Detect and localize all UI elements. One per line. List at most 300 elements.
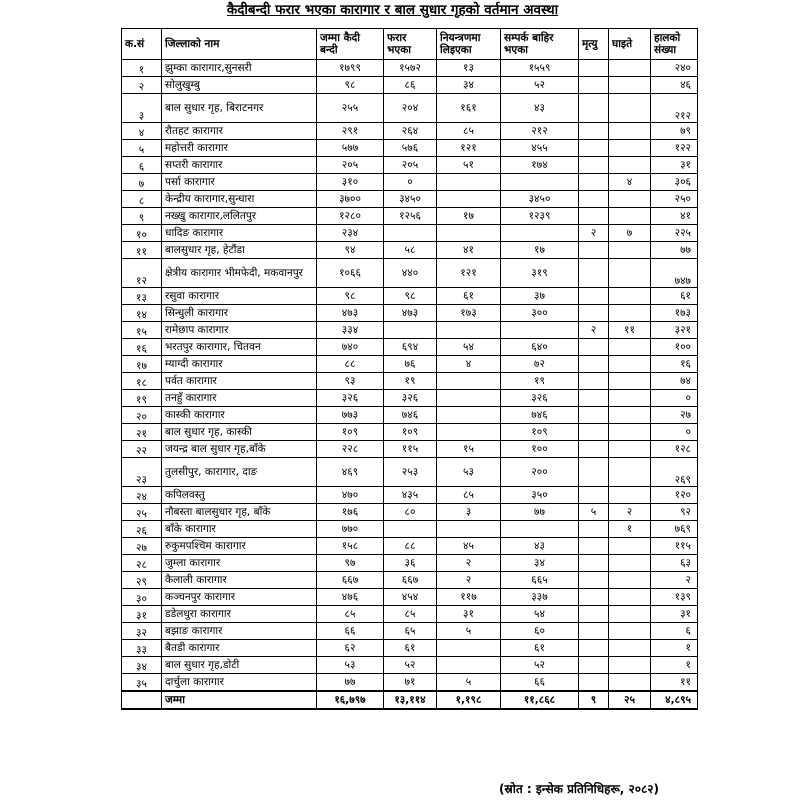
cell-current: १२८ — [651, 441, 698, 458]
cell-current: १ — [651, 640, 698, 657]
table-row — [122, 589, 698, 606]
cell-name: नौबस्ता बालसुधार गृह, बाँके — [162, 504, 317, 521]
table-row — [122, 208, 698, 225]
cell-out-of-contact: ३४५० — [501, 191, 579, 208]
cell-total: १०६६ — [317, 259, 384, 288]
cell-injured: ११ — [609, 322, 651, 339]
cell-sn: ३० — [122, 589, 162, 606]
cell-total: १२८० — [317, 208, 384, 225]
cell-name: बाँके कारागार — [162, 521, 317, 538]
cell-total: ९८ — [317, 77, 384, 94]
table-row — [122, 623, 698, 640]
page-title: कैदीबन्दी फरार भएका कारागार र बाल सुधार गृहको वर्तमान अवस्था — [226, 2, 559, 18]
cell-deaths — [579, 458, 609, 487]
cell-sn: ९ — [122, 208, 162, 225]
cell-current: २२५ — [651, 225, 698, 242]
table-row — [122, 441, 698, 458]
cell-injured — [609, 339, 651, 356]
cell-deaths — [579, 390, 609, 407]
cell-sn: २२ — [122, 441, 162, 458]
cell-controlled — [437, 322, 501, 339]
cell-controlled: १२१ — [437, 140, 501, 157]
cell-name: झुम्का कारागार,सुनसरी — [162, 60, 317, 77]
cell-escaped: ४७३ — [384, 305, 437, 322]
cell-out-of-contact: ६४० — [501, 339, 579, 356]
cell-sn: ३२ — [122, 623, 162, 640]
cell-name: धादिङ कारागार — [162, 225, 317, 242]
cell-name: जयन्द्र बाल सुधार गृह,बाँके — [162, 441, 317, 458]
table-row — [122, 242, 698, 259]
cell-sn: ३५ — [122, 674, 162, 692]
cell-injured — [609, 589, 651, 606]
cell-out-of-contact: ३४ — [501, 555, 579, 572]
cell-out-of-contact: ६० — [501, 623, 579, 640]
cell-sn: २८ — [122, 555, 162, 572]
cell-current: १७३ — [651, 305, 698, 322]
cell-escaped: ९८ — [384, 288, 437, 305]
cell-current: ० — [651, 424, 698, 441]
cell-deaths — [579, 424, 609, 441]
table-row — [122, 356, 698, 373]
cell-current: १३९ — [651, 589, 698, 606]
cell-controlled: ५ — [437, 674, 501, 692]
cell-current: १०० — [651, 339, 698, 356]
cell-out-of-contact — [501, 322, 579, 339]
cell-injured — [609, 640, 651, 657]
cell-escaped: ६६७ — [384, 572, 437, 589]
cell-escaped: ८५ — [384, 606, 437, 623]
cell-deaths — [579, 373, 609, 390]
table-row — [122, 123, 698, 140]
cell-current: ६ — [651, 623, 698, 640]
cell-escaped: ११५ — [384, 441, 437, 458]
cell-deaths — [579, 77, 609, 94]
cell-controlled: १५ — [437, 441, 501, 458]
cell-total: ६६ — [317, 623, 384, 640]
cell-total: ७७० — [317, 521, 384, 538]
cell-sn: ८ — [122, 191, 162, 208]
cell-escaped — [384, 225, 437, 242]
cell-current: १२० — [651, 487, 698, 504]
cell-out-of-contact: १०० — [501, 441, 579, 458]
cell-injured — [609, 373, 651, 390]
header-current: हालको संख्या — [651, 29, 698, 60]
cell-escaped: २०५ — [384, 157, 437, 174]
table-row — [122, 140, 698, 157]
cell-name: बैतडी कारागार — [162, 640, 317, 657]
cell-deaths — [579, 305, 609, 322]
table-row — [122, 94, 698, 123]
cell-controlled: ३१ — [437, 606, 501, 623]
cell-name: बाल सुधार गृह,डोटी — [162, 657, 317, 674]
cell-name: क्षेत्रीय कारागार भीमफेदी, मकवानपुर — [162, 259, 317, 288]
cell-current: ७७ — [651, 242, 698, 259]
cell-out-of-contact: ३१९ — [501, 259, 579, 288]
table-row — [122, 424, 698, 441]
cell-escaped: ६९४ — [384, 339, 437, 356]
cell-total: ७७ — [317, 674, 384, 692]
header-out-of-contact: सम्पर्क बाहिर भएका — [501, 29, 579, 60]
cell-total: २३४ — [317, 225, 384, 242]
cell-total: २०५ — [317, 157, 384, 174]
cell-injured: १ — [609, 521, 651, 538]
table-row — [122, 288, 698, 305]
cell-sn: ५ — [122, 140, 162, 157]
table-row — [122, 606, 698, 623]
cell-current: २ — [651, 572, 698, 589]
cell-injured — [609, 242, 651, 259]
cell-escaped: ४४० — [384, 259, 437, 288]
total-injured: २५ — [609, 691, 651, 709]
cell-out-of-contact: ७४६ — [501, 407, 579, 424]
cell-escaped: ४५४ — [384, 589, 437, 606]
cell-out-of-contact: ७७ — [501, 504, 579, 521]
cell-current: ३२१ — [651, 322, 698, 339]
cell-injured: ७ — [609, 225, 651, 242]
cell-current: ७९ — [651, 123, 698, 140]
cell-out-of-contact: ६६ — [501, 674, 579, 692]
cell-sn: ३ — [122, 94, 162, 123]
cell-escaped: ७४६ — [384, 407, 437, 424]
cell-deaths: २ — [579, 322, 609, 339]
header-injured: घाइते — [609, 29, 651, 60]
cell-current: ३०६ — [651, 174, 698, 191]
cell-total: ५३ — [317, 657, 384, 674]
cell-deaths — [579, 640, 609, 657]
cell-current: ७६९ — [651, 521, 698, 538]
cell-controlled: ५३ — [437, 458, 501, 487]
cell-name: जुम्ला कारागार — [162, 555, 317, 572]
cell-total: ८५ — [317, 606, 384, 623]
cell-name: सोलुखुम्बु — [162, 77, 317, 94]
cell-injured — [609, 555, 651, 572]
cell-controlled: २ — [437, 555, 501, 572]
header-sn: क.सं — [122, 29, 162, 60]
cell-current: ३१ — [651, 157, 698, 174]
cell-injured — [609, 288, 651, 305]
cell-deaths — [579, 191, 609, 208]
cell-controlled: ५ — [437, 623, 501, 640]
cell-out-of-contact: ३५० — [501, 487, 579, 504]
cell-out-of-contact: ६१ — [501, 640, 579, 657]
table-row — [122, 191, 698, 208]
table-row — [122, 174, 698, 191]
cell-sn: २० — [122, 407, 162, 424]
cell-out-of-contact: ३३७ — [501, 589, 579, 606]
prison-escape-table — [121, 28, 698, 710]
cell-injured — [609, 657, 651, 674]
cell-injured — [609, 424, 651, 441]
cell-out-of-contact: ४५५ — [501, 140, 579, 157]
cell-total: ९७ — [317, 555, 384, 572]
cell-out-of-contact: ७२ — [501, 356, 579, 373]
table-body — [122, 60, 698, 692]
table-row — [122, 674, 698, 692]
cell-total: १०९ — [317, 424, 384, 441]
cell-name: कपिलवस्तु — [162, 487, 317, 504]
cell-escaped: २०४ — [384, 94, 437, 123]
header-controlled: नियन्त्रणमा लिइएका — [437, 29, 501, 60]
cell-out-of-contact — [501, 174, 579, 191]
table-header-row — [122, 29, 698, 60]
cell-sn: १० — [122, 225, 162, 242]
cell-total: ३७०० — [317, 191, 384, 208]
cell-total: ६६७ — [317, 572, 384, 589]
cell-controlled — [437, 225, 501, 242]
cell-sn: ७ — [122, 174, 162, 191]
total-controlled: १,१९८ — [437, 691, 501, 709]
cell-sn: २३ — [122, 458, 162, 487]
cell-sn: १४ — [122, 305, 162, 322]
cell-escaped: ८८ — [384, 538, 437, 555]
table-row — [122, 458, 698, 487]
cell-total: ३३४ — [317, 322, 384, 339]
table-row — [122, 504, 698, 521]
cell-name: पर्वत कारागार — [162, 373, 317, 390]
total-deaths: ९ — [579, 691, 609, 709]
cell-injured — [609, 94, 651, 123]
cell-deaths: ५ — [579, 504, 609, 521]
cell-sn: १८ — [122, 373, 162, 390]
cell-escaped: २५३ — [384, 458, 437, 487]
cell-out-of-contact — [501, 521, 579, 538]
cell-name: बाल सुधार गृह, कास्की — [162, 424, 317, 441]
cell-injured — [609, 157, 651, 174]
cell-out-of-contact: ६६५ — [501, 572, 579, 589]
cell-name: महोत्तरी कारागार — [162, 140, 317, 157]
cell-total: ४७६ — [317, 589, 384, 606]
cell-controlled: ३४ — [437, 77, 501, 94]
cell-controlled — [437, 521, 501, 538]
cell-injured — [609, 487, 651, 504]
cell-name: रौतहट कारागार — [162, 123, 317, 140]
cell-escaped: १०९ — [384, 424, 437, 441]
cell-controlled: ८५ — [437, 123, 501, 140]
cell-total: १५८ — [317, 538, 384, 555]
cell-controlled — [437, 407, 501, 424]
cell-escaped: ५८ — [384, 242, 437, 259]
cell-deaths: २ — [579, 225, 609, 242]
cell-injured: ४ — [609, 174, 651, 191]
cell-deaths — [579, 208, 609, 225]
cell-escaped: १९ — [384, 373, 437, 390]
cell-out-of-contact: ४३ — [501, 94, 579, 123]
cell-sn: ६ — [122, 157, 162, 174]
total-out-of-contact: ११,८६८ — [501, 691, 579, 709]
cell-deaths — [579, 140, 609, 157]
cell-controlled: ४५ — [437, 538, 501, 555]
header-name: जिल्लाको नाम — [162, 29, 317, 60]
cell-name: तुलसीपुर, कारागार, दाङ — [162, 458, 317, 487]
cell-escaped — [384, 521, 437, 538]
cell-sn: ३४ — [122, 657, 162, 674]
cell-out-of-contact: ५४ — [501, 606, 579, 623]
cell-deaths — [579, 174, 609, 191]
cell-escaped: ८० — [384, 504, 437, 521]
cell-deaths — [579, 288, 609, 305]
cell-deaths — [579, 606, 609, 623]
cell-total: ४६९ — [317, 458, 384, 487]
cell-current: ११ — [651, 674, 698, 692]
cell-out-of-contact: ४३ — [501, 538, 579, 555]
table-row — [122, 157, 698, 174]
cell-sn: ११ — [122, 242, 162, 259]
cell-total: ८८ — [317, 356, 384, 373]
cell-deaths — [579, 339, 609, 356]
cell-controlled: ११७ — [437, 589, 501, 606]
cell-sn: १६ — [122, 339, 162, 356]
table-row — [122, 640, 698, 657]
cell-controlled — [437, 640, 501, 657]
cell-current: ४१ — [651, 208, 698, 225]
cell-injured — [609, 390, 651, 407]
cell-deaths — [579, 441, 609, 458]
cell-total: २५५ — [317, 94, 384, 123]
cell-injured — [609, 208, 651, 225]
cell-injured: २ — [609, 504, 651, 521]
cell-controlled: ४१ — [437, 242, 501, 259]
cell-sn: २४ — [122, 487, 162, 504]
table-row — [122, 521, 698, 538]
cell-controlled — [437, 390, 501, 407]
cell-escaped: १२५६ — [384, 208, 437, 225]
cell-out-of-contact: २०० — [501, 458, 579, 487]
cell-injured — [609, 623, 651, 640]
cell-current: १६ — [651, 356, 698, 373]
cell-name: कञ्चनपुर कारागार — [162, 589, 317, 606]
cell-total: २२८ — [317, 441, 384, 458]
cell-out-of-contact — [501, 225, 579, 242]
cell-current: ३१ — [651, 606, 698, 623]
cell-name: रसुवा कारागार — [162, 288, 317, 305]
cell-sn: १२ — [122, 259, 162, 288]
cell-injured — [609, 674, 651, 692]
cell-sn: २ — [122, 77, 162, 94]
cell-escaped: ३४५० — [384, 191, 437, 208]
cell-controlled: १७ — [437, 208, 501, 225]
cell-total: ४७० — [317, 487, 384, 504]
cell-escaped: ३६ — [384, 555, 437, 572]
cell-total: १७६ — [317, 504, 384, 521]
cell-name: केन्द्रीय कारागार,सुन्धारा — [162, 191, 317, 208]
cell-escaped: १५७२ — [384, 60, 437, 77]
cell-escaped: ५७६ — [384, 140, 437, 157]
cell-out-of-contact: १७ — [501, 242, 579, 259]
cell-name: दार्चुला कारागार — [162, 674, 317, 692]
cell-out-of-contact: ५२ — [501, 657, 579, 674]
cell-escaped: ६५ — [384, 623, 437, 640]
cell-escaped: ८६ — [384, 77, 437, 94]
cell-name: बालसुधार गृह, हेटौंडा — [162, 242, 317, 259]
cell-current: २५० — [651, 191, 698, 208]
cell-out-of-contact: १२३९ — [501, 208, 579, 225]
cell-controlled: ४ — [437, 356, 501, 373]
cell-total: १७९९ — [317, 60, 384, 77]
cell-escaped — [384, 322, 437, 339]
cell-escaped: ० — [384, 174, 437, 191]
table-row — [122, 390, 698, 407]
cell-total: ७४० — [317, 339, 384, 356]
cell-total: ६२ — [317, 640, 384, 657]
cell-sn: १ — [122, 60, 162, 77]
total-sn — [122, 691, 162, 709]
cell-name: बझाङ कारागार — [162, 623, 317, 640]
table-row — [122, 657, 698, 674]
cell-deaths — [579, 538, 609, 555]
cell-name: पर्सा कारागार — [162, 174, 317, 191]
cell-controlled: १३ — [437, 60, 501, 77]
cell-current: ७४७ — [651, 259, 698, 288]
cell-deaths — [579, 572, 609, 589]
cell-out-of-contact: २१२ — [501, 123, 579, 140]
cell-deaths — [579, 60, 609, 77]
cell-sn: ३१ — [122, 606, 162, 623]
cell-controlled: ८५ — [437, 487, 501, 504]
cell-injured — [609, 458, 651, 487]
cell-controlled: १७३ — [437, 305, 501, 322]
cell-escaped: ३२६ — [384, 390, 437, 407]
cell-sn: २६ — [122, 521, 162, 538]
cell-deaths — [579, 657, 609, 674]
cell-total: ९३ — [317, 373, 384, 390]
cell-controlled — [437, 424, 501, 441]
total-current: ४,८९५ — [651, 691, 698, 709]
cell-current: १ — [651, 657, 698, 674]
cell-total: ३१० — [317, 174, 384, 191]
cell-injured — [609, 60, 651, 77]
cell-sn: १७ — [122, 356, 162, 373]
cell-out-of-contact: १९ — [501, 373, 579, 390]
cell-deaths — [579, 589, 609, 606]
cell-sn: २७ — [122, 538, 162, 555]
cell-sn: २९ — [122, 572, 162, 589]
cell-deaths — [579, 94, 609, 123]
cell-injured — [609, 140, 651, 157]
cell-deaths — [579, 356, 609, 373]
cell-controlled: ५१ — [437, 157, 501, 174]
source-note: (स्रोत : इन्सेक प्रतिनिधिहरू, २०८२) — [499, 782, 659, 796]
cell-current: २७ — [651, 407, 698, 424]
cell-sn: २५ — [122, 504, 162, 521]
table-row — [122, 555, 698, 572]
cell-out-of-contact: ३२६ — [501, 390, 579, 407]
cell-sn: ३३ — [122, 640, 162, 657]
table-row — [122, 339, 698, 356]
cell-name: सप्तरी कारागार — [162, 157, 317, 174]
header-escaped: फरार भएका — [384, 29, 437, 60]
cell-name: नख्खु कारागार,ललितपुर — [162, 208, 317, 225]
cell-controlled: १२१ — [437, 259, 501, 288]
cell-escaped: २६४ — [384, 123, 437, 140]
cell-sn: १५ — [122, 322, 162, 339]
cell-injured — [609, 191, 651, 208]
cell-deaths — [579, 674, 609, 692]
header-total-prisoners: जम्मा कैदी बन्दी — [317, 29, 384, 60]
table-row — [122, 538, 698, 555]
cell-total: २९१ — [317, 123, 384, 140]
cell-controlled — [437, 191, 501, 208]
cell-controlled — [437, 373, 501, 390]
cell-out-of-contact: १५५९ — [501, 60, 579, 77]
cell-name: कास्की कारागार — [162, 407, 317, 424]
table-row — [122, 407, 698, 424]
cell-injured — [609, 441, 651, 458]
cell-out-of-contact: ३०० — [501, 305, 579, 322]
cell-sn: २१ — [122, 424, 162, 441]
cell-name: बाल सुधार गृह, बिराटनगर — [162, 94, 317, 123]
cell-escaped: ५२ — [384, 657, 437, 674]
cell-injured — [609, 259, 651, 288]
